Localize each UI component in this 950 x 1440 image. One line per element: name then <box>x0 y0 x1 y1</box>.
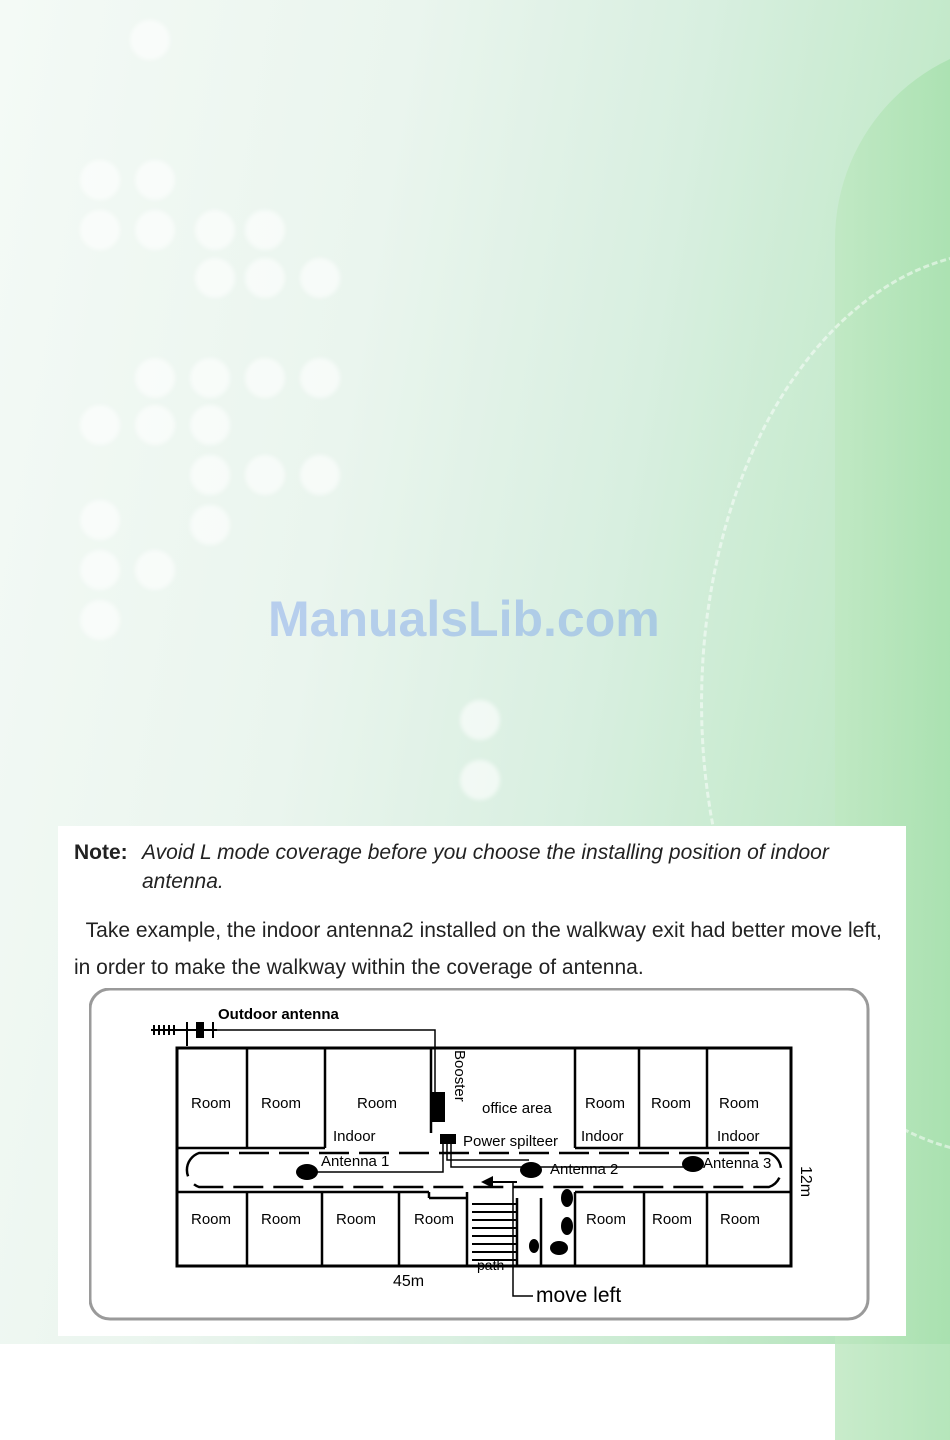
decorative-dot <box>130 20 170 60</box>
antenna-3-icon <box>682 1156 704 1172</box>
indoor-label: Indoor <box>717 1128 760 1145</box>
office-area-label: office area <box>482 1100 552 1117</box>
height-dimension-label: 12m <box>797 1166 814 1198</box>
note-label: Note: <box>74 841 128 864</box>
example-paragraph-text: Take example, the indoor antenna2 installed on the walkway exit had better move left, in order to make the walkway within the coverage of antenna. <box>74 919 882 979</box>
decorative-dot <box>300 358 340 398</box>
decorative-dot <box>460 760 500 800</box>
decorative-dot <box>245 210 285 250</box>
room-label: Room <box>357 1095 398 1112</box>
antenna-1-icon <box>296 1164 318 1180</box>
decorative-dot <box>80 160 120 200</box>
decorative-dot <box>135 358 175 398</box>
decorative-dot <box>80 600 120 640</box>
room-label: Room <box>586 1211 627 1228</box>
decorative-dot <box>190 505 230 545</box>
width-dimension-label: 45m <box>393 1273 425 1290</box>
decorative-dot <box>460 700 500 740</box>
booster-icon <box>432 1092 445 1122</box>
decorative-dot <box>245 258 285 298</box>
note-text: Avoid L mode coverage before you choose the installing position of indoor antenna. <box>142 841 829 893</box>
power-splitter-label: Power spilteer <box>463 1133 559 1150</box>
decorative-dot <box>135 550 175 590</box>
booster-label: Booster <box>451 1050 468 1102</box>
decorative-dot <box>300 455 340 495</box>
room-label: Room <box>652 1211 693 1228</box>
decorative-dot <box>135 210 175 250</box>
decorative-dot <box>190 358 230 398</box>
decorative-dot <box>135 405 175 445</box>
path-label: path <box>477 1257 505 1273</box>
antenna-2-label: Antenna 2 <box>550 1161 619 1178</box>
decorative-dot <box>195 258 235 298</box>
outdoor-antenna-label: Outdoor antenna <box>218 1006 339 1023</box>
room-label: Room <box>414 1211 455 1228</box>
decorative-dot <box>80 405 120 445</box>
antenna-1-label: Antenna 1 <box>321 1153 390 1170</box>
note-block <box>74 838 894 896</box>
room-label: Room <box>261 1095 302 1112</box>
room-label: Room <box>651 1095 692 1112</box>
indoor-label: Indoor <box>333 1128 376 1145</box>
decorative-dot <box>245 358 285 398</box>
indoor-label: Indoor <box>581 1128 624 1145</box>
room-label: Room <box>336 1211 377 1228</box>
decorative-dot <box>80 500 120 540</box>
decorative-dot <box>300 258 340 298</box>
move-left-label: move left <box>536 1284 622 1307</box>
room-label: Room <box>719 1095 760 1112</box>
decorative-dot <box>80 550 120 590</box>
room-label: Room <box>191 1095 232 1112</box>
decorative-dot <box>80 210 120 250</box>
decorative-dot <box>245 455 285 495</box>
example-paragraph <box>74 912 899 986</box>
room-label: Room <box>191 1211 232 1228</box>
watermark: ManualsLib.com <box>268 591 660 647</box>
content-panel <box>58 826 906 1336</box>
decorative-dot <box>135 160 175 200</box>
decorative-dot <box>190 405 230 445</box>
floor-plan-diagram <box>89 988 871 1322</box>
antenna-2-icon <box>520 1162 542 1178</box>
room-label: Room <box>720 1211 761 1228</box>
room-label: Room <box>261 1211 302 1228</box>
decorative-dot <box>190 455 230 495</box>
antenna-3-label: Antenna 3 <box>703 1155 772 1172</box>
room-label: Room <box>585 1095 626 1112</box>
decorative-dot <box>195 210 235 250</box>
